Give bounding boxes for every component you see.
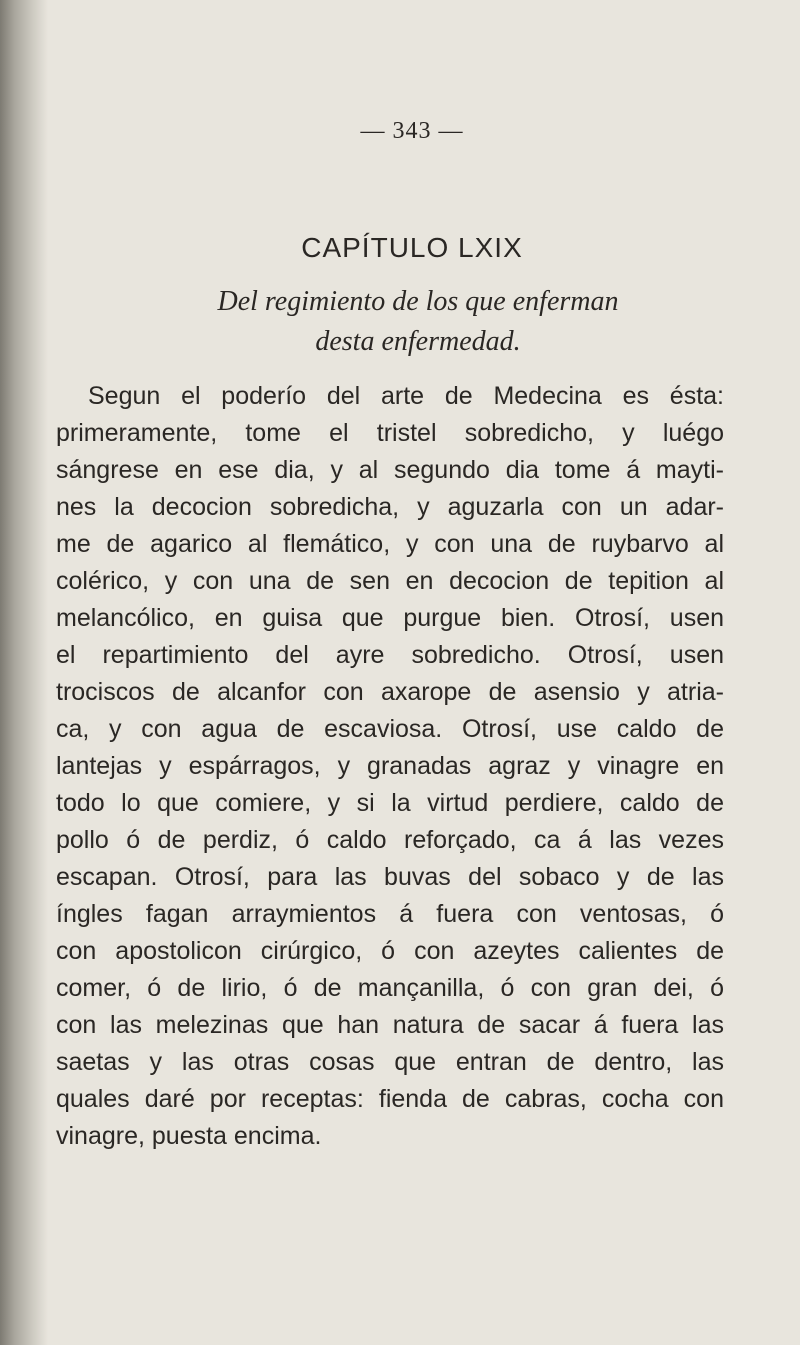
body-line: saetas y las otras cosas que entran de dentro, las: [56, 1048, 724, 1076]
body-line: ca, y con agua de escaviosa. Otrosí, use caldo de: [56, 715, 724, 743]
body-line: sángrese en ese dia, y al segundo dia tome á mayti-: [56, 456, 724, 484]
body-line: trociscos de alcanfor con axarope de asensio y atria-: [56, 678, 724, 706]
body-line: con las melezinas que han natura de sacar á fuera las: [56, 1011, 724, 1039]
body-line: el repartimiento del ayre sobredicho. Otrosí, usen: [56, 641, 724, 669]
body-line: íngles fagan arraymientos á fuera con ventosas, ó: [56, 900, 724, 928]
body-line: escapan. Otrosí, para las buvas del sobaco y de las: [56, 863, 724, 891]
subtitle-line: desta enfermedad.: [315, 326, 521, 357]
chapter-title: CAPÍTULO LXIX: [301, 232, 523, 263]
body-line: comer, ó de lirio, ó de mançanilla, ó con gran dei, ó: [56, 974, 724, 1002]
body-line: melancólico, en guisa que purgue bien. Otrosí, usen: [56, 604, 724, 632]
body-line: primeramente, tome el tristel sobredicho, y luégo: [56, 419, 724, 447]
body-line: vinagre, puesta encima.: [56, 1122, 322, 1150]
book-page: [48, 0, 800, 1345]
body-line: quales daré por receptas: fienda de cabras, cocha con: [56, 1085, 724, 1113]
body-paragraph: [56, 378, 724, 1155]
body-line: me de agarico al flemático, y con una de ruybarvo al: [56, 530, 724, 558]
body-line: pollo ó de perdiz, ó caldo reforçado, ca á las vezes: [56, 826, 724, 854]
page-number: — 343 —: [360, 118, 464, 144]
body-line: Segun el poderío del arte de Medecina es ésta:: [88, 382, 724, 410]
body-line: colérico, y con una de sen en decocion de tepition al: [56, 567, 724, 595]
book-gutter-shadow: [0, 0, 48, 1345]
chapter-subtitle: [42, 282, 794, 362]
body-line: con apostolicon cirúrgico, ó con azeytes calientes de: [56, 937, 724, 965]
body-line: lantejas y espárragos, y granadas agraz y vinagre en: [56, 752, 724, 780]
body-line: todo lo que comiere, y si la virtud perdiere, caldo de: [56, 789, 724, 817]
subtitle-line: Del regimiento de los que enferman: [217, 286, 619, 317]
body-line: nes la decocion sobredicha, y aguzarla con un adar-: [56, 493, 724, 521]
